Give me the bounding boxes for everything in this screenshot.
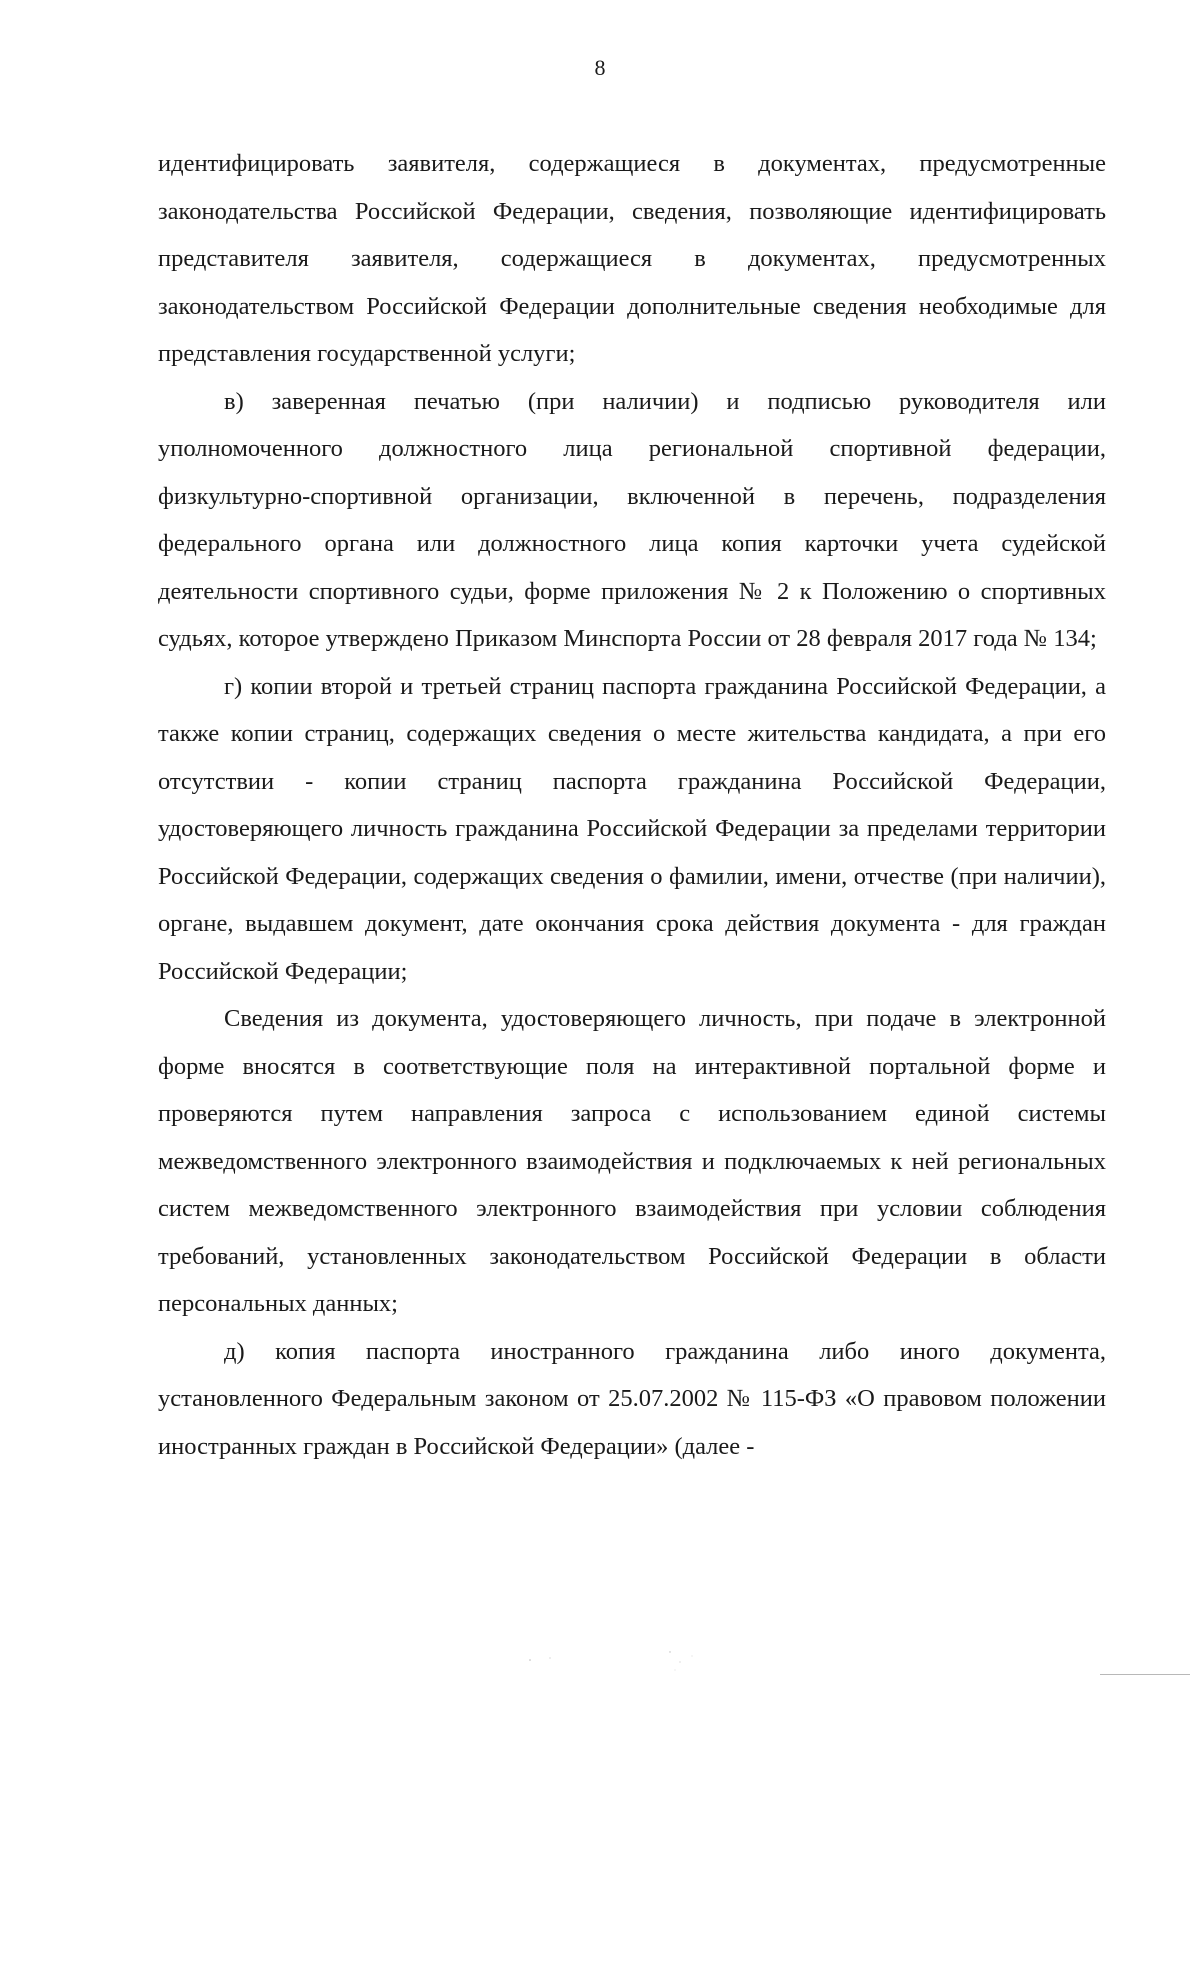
scan-margin-line — [1100, 1674, 1190, 1675]
paragraph-item-d-foreign-passport: д) копия паспорта иностранного гражданина либо иного документа, установленного Федеральным законом от 25.07.2002 № 115-ФЗ «О правовом положении иностранных граждан в Российской Федерации» (далее - — [158, 1337, 1106, 1460]
document-body — [158, 140, 1106, 1470]
paragraph-item-v-judge-card: в) заверенная печатью (при наличии) и подписью руководителя или уполномоченного должностного лица региональной спортивной федерации, физкультурно-спортивной организации, включенной в перечень, подразделения федерального органа или должностного лица копия карточки учета судейской деятельности спортивного судьи, форме приложения № 2 к Положению о спортивных судьях, которое утверждено Приказом Минспорта России от 28 февраля 2017 года № 134; — [158, 387, 1106, 652]
paragraph-identity-data-electronic: Сведения из документа, удостоверяющего личность, при подаче в электронной форме вносятся в соответствующие поля на интерактивной портальной форме и проверяются путем направления запроса с использованием единой системы межведомственного электронного взаимодействия и подключаемых к ней региональных систем межведомственного электронного взаимодействия при условии соблюдения требований, установленных законодательством Российской Федерации в области персональных данных; — [158, 1005, 1106, 1317]
paragraph-item-g-passport-copies: г) копии второй и третьей страниц паспорта гражданина Российской Федерации, а также копии страниц, содержащих сведения о месте жительства кандидата, а при его отсутствии - копии страниц паспорта гражданина Российской Федерации, удостоверяющего личность гражданина Российской Федерации за пределами территории Российской Федерации, содержащих сведения о фамилии, имени, отчестве (при наличии), органе, выдавшем документ, дате окончания срока действия документа - для граждан Российской Федерации; — [158, 672, 1106, 985]
page-number: 8 — [594, 55, 606, 80]
scan-artifact-specks — [520, 1640, 720, 1680]
paragraph-identification-continued: идентифицировать заявителя, содержащиеся в документах, предусмотренные законодательства Российской Федерации, сведения, позволяющие идентифицировать представителя заявителя, содержащиеся в документах, предусмотренных законодательством Российской Федерации дополнительные сведения необходимые для представления государственной услуги; — [158, 150, 1106, 367]
